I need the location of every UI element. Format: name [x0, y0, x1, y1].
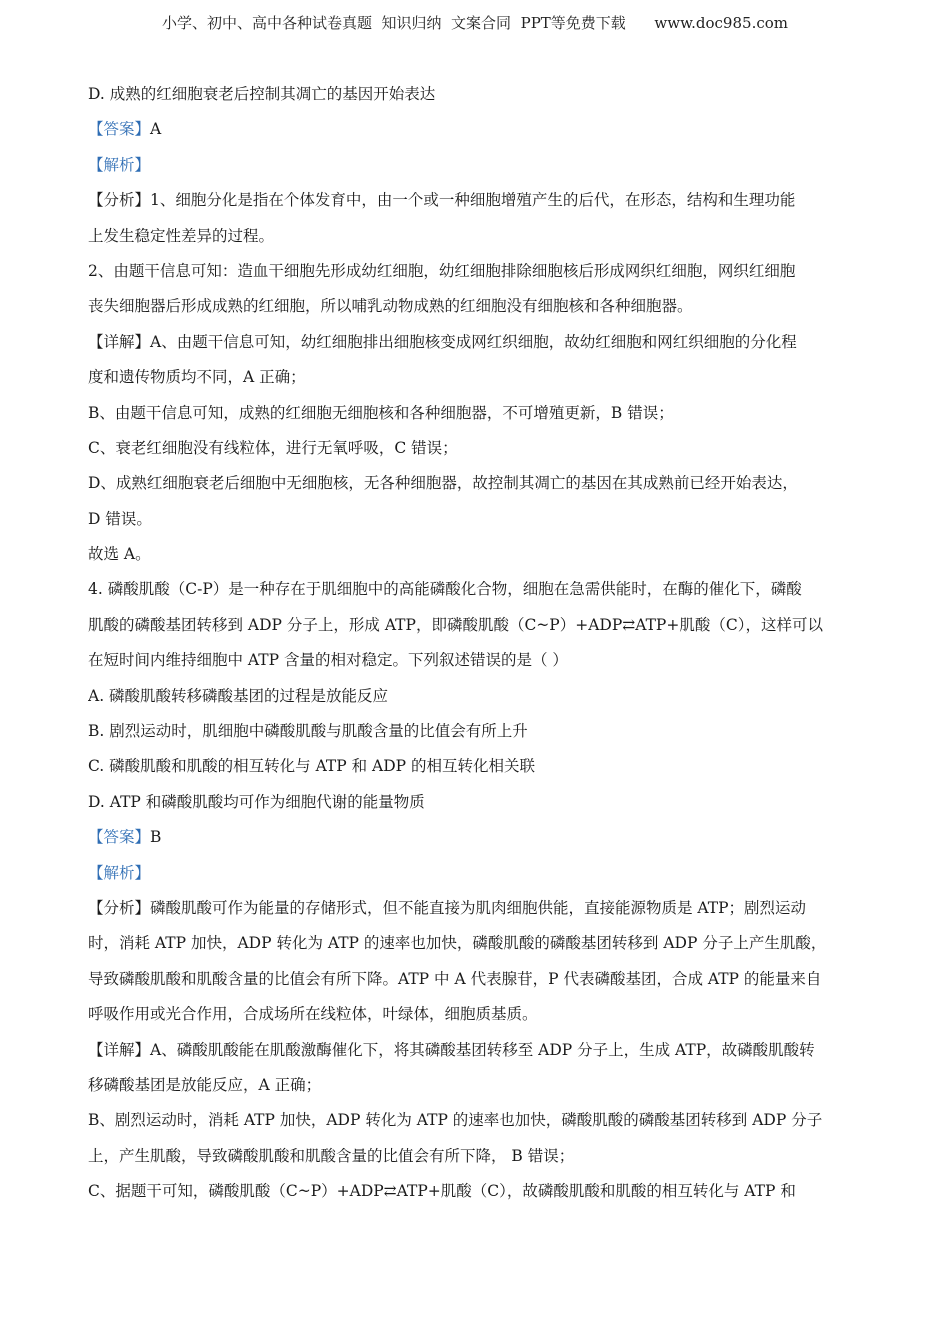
q3-line: D 错误。 [88, 509, 152, 528]
q4-line: 【详解】A、磷酸肌酸能在肌酸激酶催化下，将其磷酸基团转移至 ADP 分子上，生成 ATP，故磷酸肌酸转 [88, 1040, 815, 1059]
q3-line: 上发生稳定性差异的过程。 [88, 226, 275, 245]
q3-line: 故选 A。 [88, 545, 151, 564]
q3-line: C、衰老红细胞没有线粒体，进行无氧呼吸，C 错误； [88, 438, 458, 457]
q4-option-b: B. 剧烈运动时，肌细胞中磷酸肌酸与肌酸含量的比值会有所上升 [88, 722, 528, 741]
q4-stem-line: 肌酸的磷酸基团转移到 ADP 分子上，形成 ATP，即磷酸肌酸（C~P）+ADP⇄ATP+肌酸（C），这样可以 [88, 615, 823, 634]
answer-value: A [150, 120, 162, 139]
q4-line: 导致磷酸肌酸和肌酸含量的比值会有所下降。ATP 中 A 代表腺苷，P 代表磷酸基团，合成 ATP 的能量来自 [88, 969, 822, 988]
q4-stem-line: 4. 磷酸肌酸（C-P）是一种存在于肌细胞中的高能磷酸化合物，细胞在急需供能时，在酶的催化下，磷酸 [88, 580, 802, 599]
q3-analysis-label: 【解析】 [88, 155, 151, 174]
q3-line: 度和遗传物质均不同，A 正确； [88, 368, 306, 387]
q4-option-d: D. ATP 和磷酸肌酸均可作为细胞代谢的能量物质 [88, 792, 425, 811]
answer-label: 【答案】 [88, 120, 151, 139]
q4-line: 时，消耗 ATP 加快，ADP 转化为 ATP 的速率也加快，磷酸肌酸的磷酸基团转移到 ADP 分子上产生肌酸， [88, 934, 827, 953]
q3-line: 【详解】A、由题干信息可知，幼红细胞排出细胞核变成网红织细胞，故幼红细胞和网红织细胞的分化程 [88, 332, 797, 351]
q3-line: 【分析】1、细胞分化是指在个体发育中，由一个或一种细胞增殖产生的后代，在形态，结构和生理功能 [88, 191, 796, 210]
q4-stem-line: 在短时间内维持细胞中 ATP 含量的相对稳定。下列叙述错误的是（ ） [88, 651, 568, 670]
q4-line: C、据题干可知，磷酸肌酸（C~P）+ADP⇄ATP+肌酸（C），故磷酸肌酸和肌酸的相互转化与 ATP 和 [88, 1182, 796, 1201]
answer-value: B [150, 828, 162, 847]
q4-answer [88, 820, 863, 855]
q4-line: B、剧烈运动时，消耗 ATP 加快，ADP 转化为 ATP 的速率也加快，磷酸肌酸的磷酸基团转移到 ADP 分子 [88, 1111, 823, 1130]
page-header: 小学、初中、高中各种试卷真题 知识归纳 文案合同 PPT等免费下载 www.doc985.com [161, 14, 788, 32]
q4-option-c: C. 磷酸肌酸和肌酸的相互转化与 ATP 和 ADP 的相互转化相关联 [88, 757, 536, 776]
q3-line: 丧失细胞器后形成成熟的红细胞，所以哺乳动物成熟的红细胞没有细胞核和各种细胞器。 [88, 297, 693, 316]
q4-line: 移磷酸基团是放能反应，A 正确； [88, 1075, 322, 1094]
q4-line: 呼吸作用或光合作用，合成场所在线粒体，叶绿体，细胞质基质。 [88, 1005, 538, 1024]
document-body [88, 77, 863, 1210]
q3-option-d: D. 成熟的红细胞衰老后控制其凋亡的基因开始表达 [88, 85, 436, 103]
q4-line: 【分析】磷酸肌酸可作为能量的存储形式，但不能直接为肌肉细胞供能，直接能源物质是 ATP；剧烈运动 [88, 898, 807, 917]
q3-line: D、成熟红细胞衰老后细胞中无细胞核，无各种细胞器，故控制其凋亡的基因在其成熟前已经开始表达， [88, 474, 798, 493]
q4-analysis-label: 【解析】 [88, 863, 151, 882]
q4-line: 上，产生肌酸，导致磷酸肌酸和肌酸含量的比值会有所下降， B 错误； [88, 1146, 575, 1165]
q3-answer [88, 112, 863, 147]
q3-line: 2、由题干信息可知：造血干细胞先形成幼红细胞，幼红细胞排除细胞核后形成网织红细胞，网织红细胞 [88, 261, 796, 280]
q3-line: B、由题干信息可知，成熟的红细胞无细胞核和各种细胞器，不可增殖更新，B 错误； [88, 403, 674, 422]
q4-option-a: A. 磷酸肌酸转移磷酸基团的过程是放能反应 [88, 686, 389, 705]
answer-label: 【答案】 [88, 828, 151, 847]
